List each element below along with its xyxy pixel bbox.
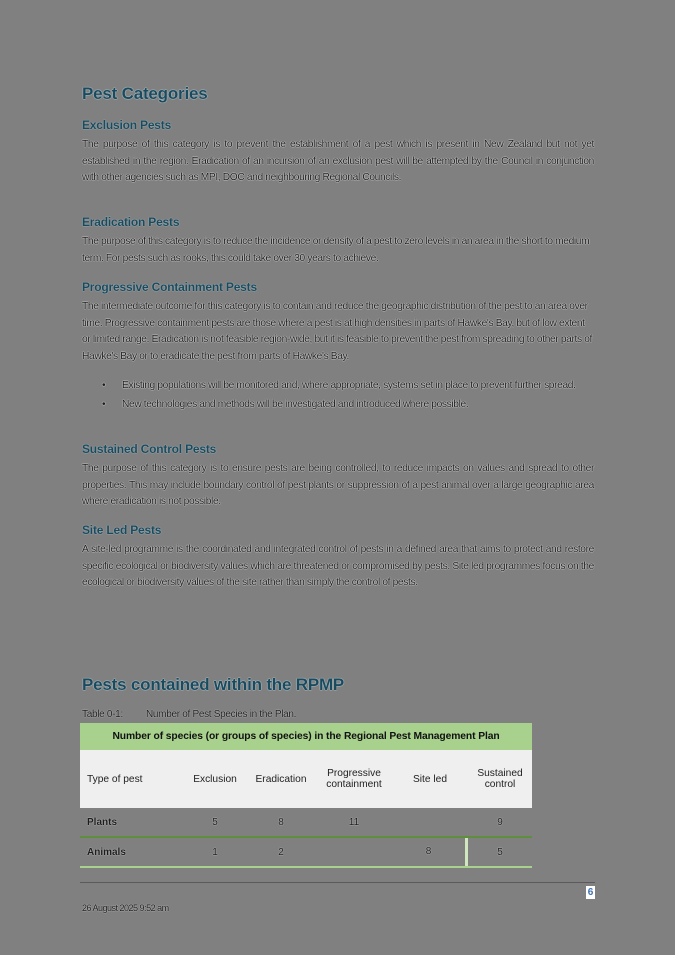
heading-sustained-control-pests: Sustained Control Pests xyxy=(82,442,217,456)
paragraph-progressive-containment-pests: The intermediate outcome for this category is to contain and reduce the geographic distribution of the pest to an area over time. Progressive containment pests are those where a pest is at high densities in parts of Hawke's Bay, but of low extent or limited range. Eradication is not feasible region-wide, but it is feasible to prevent the pest from spreading to other parts of Hawke's Bay or to eradicate the pest from parts of Hawke's Bay. xyxy=(82,301,593,362)
cell-type: Plants xyxy=(87,816,118,828)
column-header-eradication: Eradication xyxy=(255,773,307,785)
heading-eradication-pests: Eradication Pests xyxy=(82,215,180,229)
paragraph-sustained-control-pests: The purpose of this category is to ensure pests are being controlled, to reduce impacts on values and spread to other properties. This may include boundary control of pest plants or suppression of a pest animal over a large geographic area where eradication is not possible. xyxy=(82,463,594,507)
bullet-item: • Existing populations will be monitored and, where appropriate, systems set in place to prevent further spread. xyxy=(100,378,594,395)
column-header-type: Type of pest xyxy=(87,773,143,785)
cell-eradication: 8 xyxy=(278,816,284,828)
paragraph-eradication-pests: The purpose of this category is to reduce the incidence or density of a pest to zero levels in an area in the short to medium term. For pests such as rooks, this could take over 30 years to achieve. xyxy=(82,236,590,264)
table-row xyxy=(80,838,532,868)
page-number: 6 xyxy=(587,887,594,898)
cell-exclusion: 5 xyxy=(212,816,218,828)
table-caption-text: Number of Pest Species in the Plan. xyxy=(146,709,297,720)
cell-site-led: 8 xyxy=(392,838,468,866)
table-caption-number: Table 0-1: xyxy=(82,709,123,720)
footer-divider xyxy=(80,882,595,883)
bullet-icon: • xyxy=(102,380,106,391)
table-caption xyxy=(82,709,296,720)
footer-date: 26 August 2025 9:52 am xyxy=(82,903,169,913)
column-header-sustained: Sustained control xyxy=(477,768,523,790)
cell-type: Animals xyxy=(87,846,126,858)
cell-exclusion: 1 xyxy=(212,846,218,858)
section-title-pest-categories: Pest Categories xyxy=(82,84,208,103)
cell-sustained: 9 xyxy=(497,816,503,828)
table-header-row xyxy=(80,750,532,808)
section-title-pests-in-rpmp: Pests contained within the RPMP xyxy=(82,675,345,694)
table-row xyxy=(80,808,532,838)
bullet-item: • New technologies and methods will be investigated and introduced where possible. xyxy=(100,397,594,414)
paragraph-site-led-pests: A site-led programme is the coordinated and integrated control of pests in a defined area that aims to protect and restore specific ecological or biodiversity values which are threatened or compromised by pests. Site led programmes focus on the ecological or biodiversity values of the site rather than simply the control of pests. xyxy=(82,544,594,588)
cell-sustained: 5 xyxy=(497,846,503,858)
cell-progressive: 11 xyxy=(348,816,360,828)
table-title: Number of species (or groups of species) in the Regional Pest Management Plan xyxy=(80,723,532,750)
heading-progressive-containment-pests: Progressive Containment Pests xyxy=(82,280,257,294)
cell-eradication: 2 xyxy=(278,846,284,858)
paragraph-exclusion-pests: The purpose of this category is to prevent the establishment of a pest which is present in New Zealand but not yet established in the region. Eradication of an incursion of an exclusion pest will be attempted by the Council in conjunction with other agencies such as MPI, DOC and neighbouring Regional Councils. xyxy=(82,139,594,183)
bullet-icon: • xyxy=(102,398,106,410)
pest-species-table xyxy=(80,723,532,868)
column-header-site-led: Site led xyxy=(413,773,447,785)
column-header-progressive: Progressive containment xyxy=(326,768,382,790)
heading-site-led-pests: Site Led Pests xyxy=(82,523,162,537)
heading-exclusion-pests: Exclusion Pests xyxy=(82,118,172,132)
progressive-containment-bullets xyxy=(100,378,594,415)
column-header-exclusion: Exclusion xyxy=(193,773,237,785)
